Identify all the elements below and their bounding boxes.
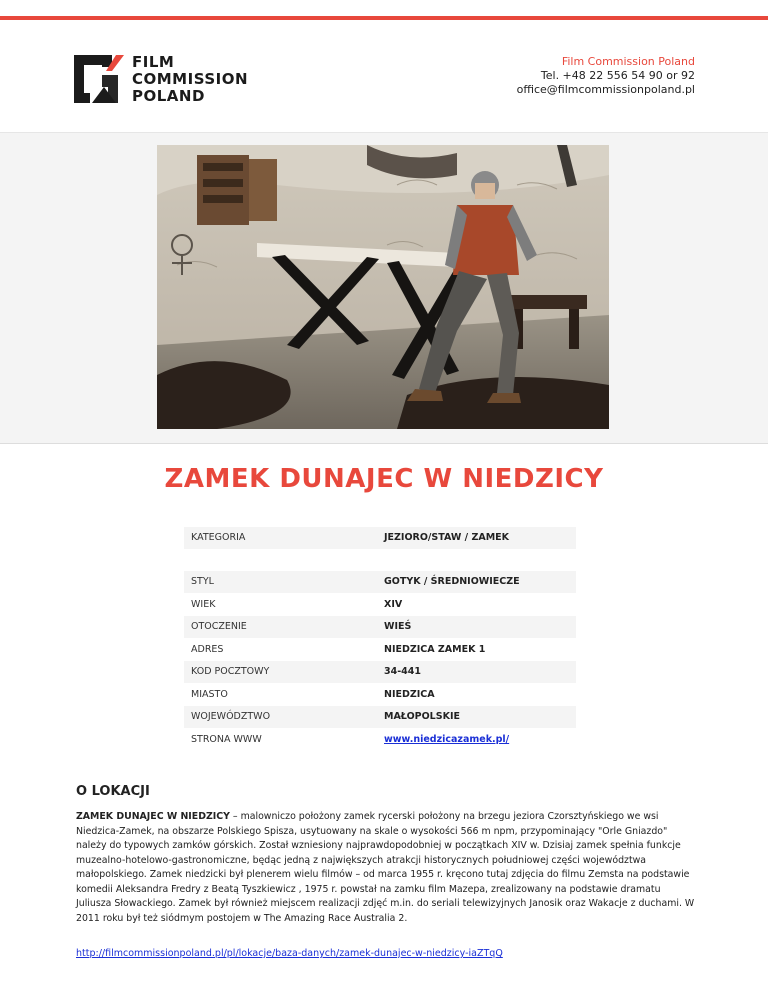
contact-block xyxy=(517,55,695,97)
detail-value: GOTYK / ŚREDNIOWIECZE xyxy=(384,576,520,587)
detail-value: NIEDZICA ZAMEK 1 xyxy=(384,643,486,655)
detail-label: STRONA WWW xyxy=(191,733,262,745)
org-name: Film Commission Poland xyxy=(561,55,695,68)
photo-band xyxy=(0,132,768,444)
film-commission-poland-logo[interactable] xyxy=(72,53,249,105)
location-details-table xyxy=(184,527,576,751)
page-title: ZAMEK DUNAJEC W NIEDZICY xyxy=(164,464,604,494)
detail-label: OTOCZENIE xyxy=(191,621,247,632)
detail-row-address xyxy=(184,639,576,661)
detail-value: JEZIORO/STAW / ZAMEK xyxy=(384,532,510,543)
detail-row-style xyxy=(184,571,576,593)
detail-row-surroundings xyxy=(184,616,576,638)
location-photo xyxy=(157,145,609,429)
detail-row-voivodeship xyxy=(184,706,576,728)
website-link[interactable]: www.niedzicazamek.pl/ xyxy=(384,733,510,745)
detail-row-website xyxy=(184,729,576,751)
about-heading: O LOKACJI xyxy=(76,784,150,799)
detail-label: MIASTO xyxy=(191,688,228,700)
logo-mark-icon xyxy=(72,53,130,105)
logo-line-3: POLAND xyxy=(132,87,205,105)
detail-label: STYL xyxy=(191,576,214,587)
about-lead: ZAMEK DUNAJEC W NIEDZICY xyxy=(76,811,230,822)
detail-label: ADRES xyxy=(191,643,224,655)
detail-label: WOJEWÓDZTWO xyxy=(191,711,271,722)
detail-value: XIV xyxy=(384,598,403,610)
email-address[interactable]: office@filmcommissionpoland.pl xyxy=(516,83,695,96)
logo-line-1: FILM xyxy=(132,53,175,71)
detail-label: WIEK xyxy=(191,598,216,610)
detail-value: WIEŚ xyxy=(384,621,412,632)
phone-number: Tel. +48 22 556 54 90 or 92 xyxy=(540,69,695,82)
detail-value: NIEDZICA xyxy=(384,688,435,700)
detail-row-postal-code xyxy=(184,661,576,683)
detail-label: KATEGORIA xyxy=(191,532,246,543)
detail-value: MAŁOPOLSKIE xyxy=(384,711,460,722)
detail-row-age xyxy=(184,594,576,616)
detail-row-category xyxy=(184,527,576,549)
page-header xyxy=(0,20,768,132)
castle-interior-illustration xyxy=(157,145,609,429)
about-paragraph xyxy=(76,810,696,926)
logo-wordmark xyxy=(132,54,248,105)
logo-line-2: COMMISSION xyxy=(132,70,249,88)
footer-url-link[interactable]: http://filmcommissionpoland.pl/pl/lokacje/baza-danych/zamek-dunajec-w-niedzicy-iaZTqQ xyxy=(76,948,503,959)
detail-row-city xyxy=(184,684,576,706)
detail-label: KOD POCZTOWY xyxy=(191,666,270,677)
about-text: – malowniczo położony zamek rycerski położony na brzegu jeziora Czorsztyńskiego we wsi Niedzica-Zamek, na obszarze Polskiego Spisza, usytuowany na skale o wysokości 566 m npm, przypominający "Orle Gniazdo" należy do typowych zamków górskich. Został wzniesiony najprawdopodobniej w początkach XIV w. Dzisiaj zamek spełnia funkcje muzealno-hotelowo-gastronomiczne, będąc jedną z największych atrakcji historycznych południowej części województwa małopolskiego. Zamek niedzicki był plenerem wielu filmów – od marca 1955 r. kręcono tutaj zdjęcia do filmu Zemsta na podstawie komedii Aleksandra Fredry z Beatą Tyszkiewicz , 1975 r. powstał na zamku film Mazepa, zrealizowany na podstawie dramatu Juliusza Słowackiego. Zamek był również miejscem realizacji zdjęć m.in. do seriali telewizyjnych Janosik oraz Wakacje z duchami. W 2011 roku był też siódmym postojem w The Amazing Race Australia 2. xyxy=(76,811,695,924)
detail-value: 34-441 xyxy=(384,666,421,677)
